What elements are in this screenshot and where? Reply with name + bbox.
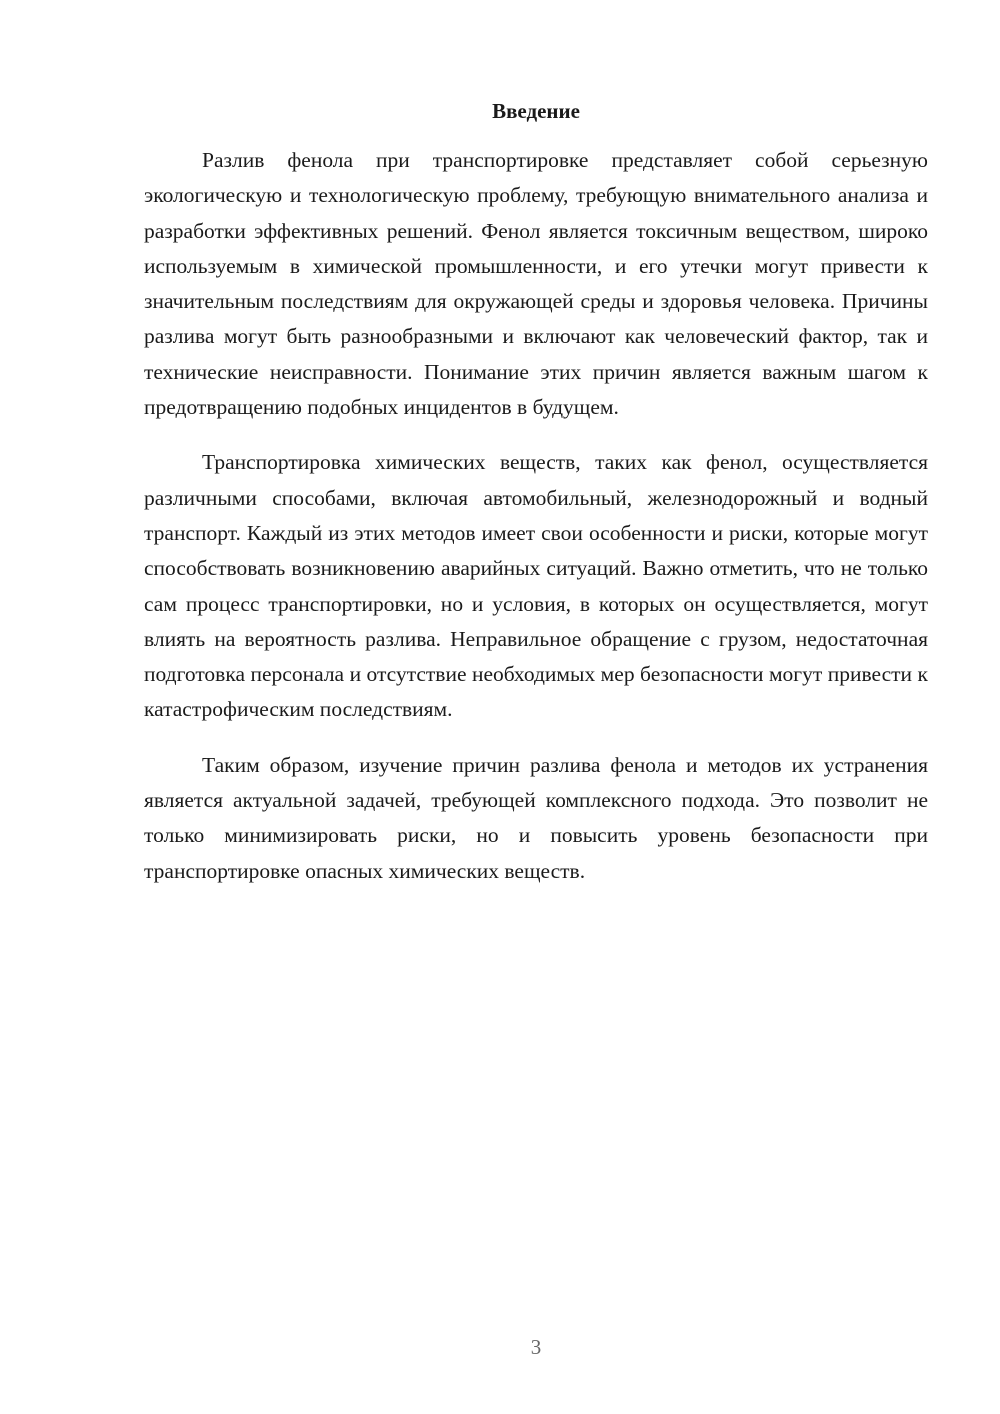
- paragraph-2: Транспортировка химических веществ, таких как фенол, осуществляется различными способами, включая автомобильный, железнодорожный и водный транспорт. Каждый из этих методов имеет свои особенности и риски, которые могут способствовать возникновению аварийных ситуаций. Важно отметить, что не только сам процесс транспортировки, но и условия, в которых он осуществляется, могут влиять на вероятность разлива. Неправильное обращение с грузом, недостаточная подготовка персонала и отсутствие необходимых мер безопасности могут привести к катастрофическим последствиям.: [144, 450, 928, 722]
- paragraph-3: Таким образом, изучение причин разлива фенола и методов их устранения является актуальной задачей, требующей комплексного подхода. Это позволит не только минимизировать риски, но и повысить уровень безопасности при транспортировке опасных химических веществ.: [144, 752, 928, 883]
- body-text: [144, 143, 928, 909]
- page-number: 3: [530, 1335, 542, 1359]
- paragraph-1: Разлив фенола при транспортировке представляет собой серьезную экологическую и технологическую проблему, требующую внимательного анализа и разработки эффективных решений. Фенол является токсичным веществом, широко используемым в химической промышленности, и его утечки могут привести к значительным последствиям для окружающей среды и здоровья человека. Причины разлива могут быть разнообразными и включают как человеческий фактор, так и технические неисправности. Понимание этих причин является важным шагом к предотвращению подобных инцидентов в будущем.: [144, 148, 928, 420]
- section-heading: Введение: [492, 99, 580, 123]
